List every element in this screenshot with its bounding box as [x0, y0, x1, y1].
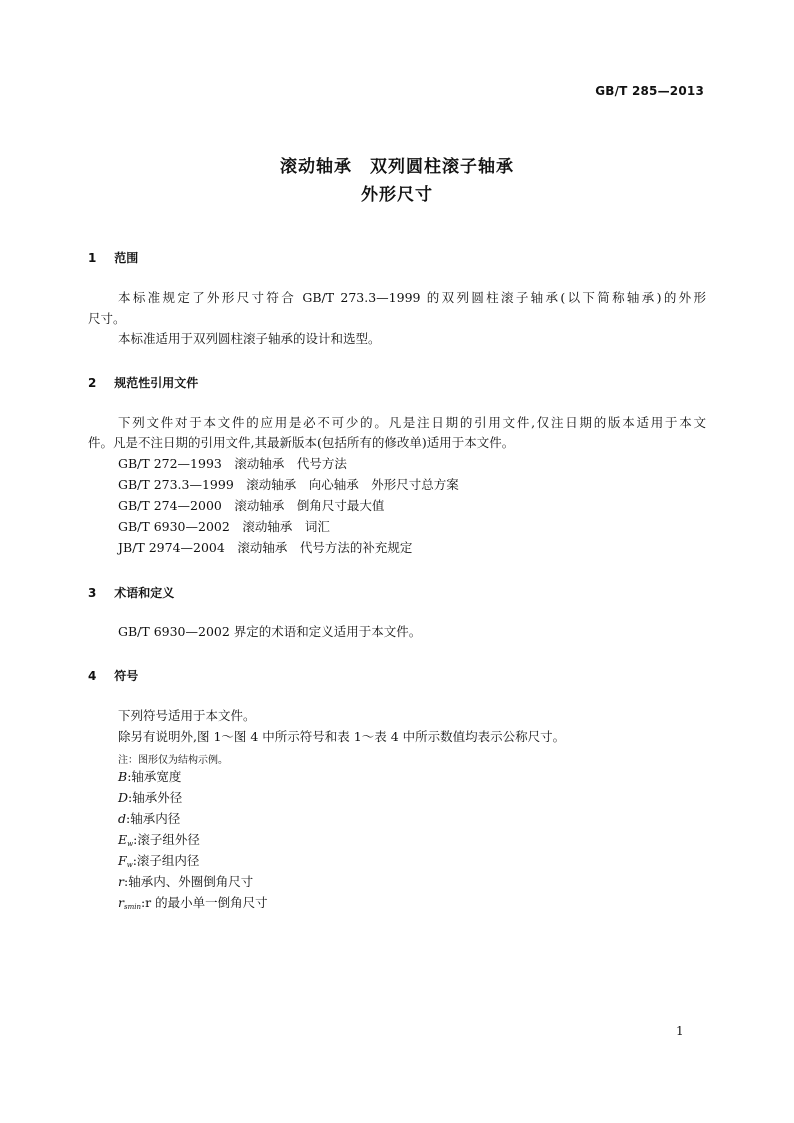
symbol-definition: [118, 788, 182, 808]
note: 注：图形仅为结构示例。: [118, 755, 228, 766]
standard-code: GB/T 285—2013: [595, 84, 704, 98]
reference-item: GB/T 272—1993 滚动轴承 代号方法: [118, 456, 347, 471]
document-subtitle: 外形尺寸: [361, 185, 433, 205]
paragraph: 本标准适用于双列圆柱滚子轴承的设计和选型。: [118, 331, 381, 346]
section-number: 3: [88, 586, 97, 600]
reference-item: GB/T 274—2000 滚动轴承 倒角尺寸最大值: [118, 498, 385, 513]
section-number: 1: [88, 251, 97, 265]
symbol-subscript: smin: [123, 903, 141, 911]
page-number: 1: [676, 1024, 684, 1038]
paragraph: 本标准规定了外形尺寸符合 GB/T 273.3—1999 的双列圆柱滚子轴承(以下简称轴承)的外形: [118, 290, 706, 305]
reference-item: JB/T 2974—2004 滚动轴承 代号方法的补充规定: [118, 540, 413, 555]
paragraph: 除另有说明外,图 1～图 4 中所示符号和表 1～表 4 中所示数值均表示公称尺寸。: [118, 729, 566, 744]
paragraph: 下列符号适用于本文件。: [118, 708, 256, 723]
symbol-subscript: w: [127, 840, 134, 848]
paragraph: 尺寸。: [88, 311, 126, 326]
document-title: 滚动轴承 双列圆柱滚子轴承: [280, 157, 514, 177]
section-number: 2: [88, 376, 97, 390]
symbol-description: :轴承宽度: [127, 769, 182, 784]
symbol: B: [118, 769, 128, 784]
section-heading-terms-definitions: [88, 584, 174, 601]
reference-item: GB/T 6930—2002 滚动轴承 词汇: [118, 519, 330, 534]
section-heading-scope: [88, 249, 138, 266]
symbol-definition: [118, 809, 180, 829]
symbol-definition: [118, 872, 253, 892]
section-number: 4: [88, 669, 97, 683]
reference-item: GB/T 273.3—1999 滚动轴承 向心轴承 外形尺寸总方案: [118, 477, 459, 492]
symbol-description: :轴承外径: [128, 790, 183, 805]
symbol: d: [118, 811, 127, 826]
symbol-description: :滚子组外径: [133, 832, 200, 847]
section-title: 术语和定义: [114, 586, 175, 600]
paragraph: 下列文件对于本文件的应用是必不可少的。凡是注日期的引用文件,仅注日期的版本适用于本文: [118, 415, 706, 430]
section-title: 范围: [114, 251, 139, 265]
symbol-description: :轴承内径: [126, 811, 181, 826]
symbol: r: [118, 895, 124, 910]
symbol-subscript: w: [126, 861, 133, 869]
symbol-description: :r 的最小单一倒角尺寸: [140, 895, 268, 910]
section-title: 规范性引用文件: [114, 376, 199, 390]
symbol: F: [118, 853, 127, 868]
symbol-description: :滚子组内径: [132, 853, 200, 868]
symbol: E: [118, 832, 128, 847]
section-title: 符号: [114, 669, 139, 683]
symbol-definition: [118, 893, 268, 917]
symbol: r: [118, 874, 124, 889]
symbol: D: [118, 790, 129, 805]
section-heading-symbols: [88, 667, 138, 684]
section-heading-normative-references: [88, 374, 198, 391]
symbol-description: :轴承内、外圈倒角尺寸: [123, 874, 254, 889]
paragraph: 件。凡是不注日期的引用文件,其最新版本(包括所有的修改单)适用于本文件。: [88, 435, 515, 450]
symbol-definition: [118, 767, 181, 787]
paragraph: GB/T 6930—2002 界定的术语和定义适用于本文件。: [118, 624, 422, 639]
